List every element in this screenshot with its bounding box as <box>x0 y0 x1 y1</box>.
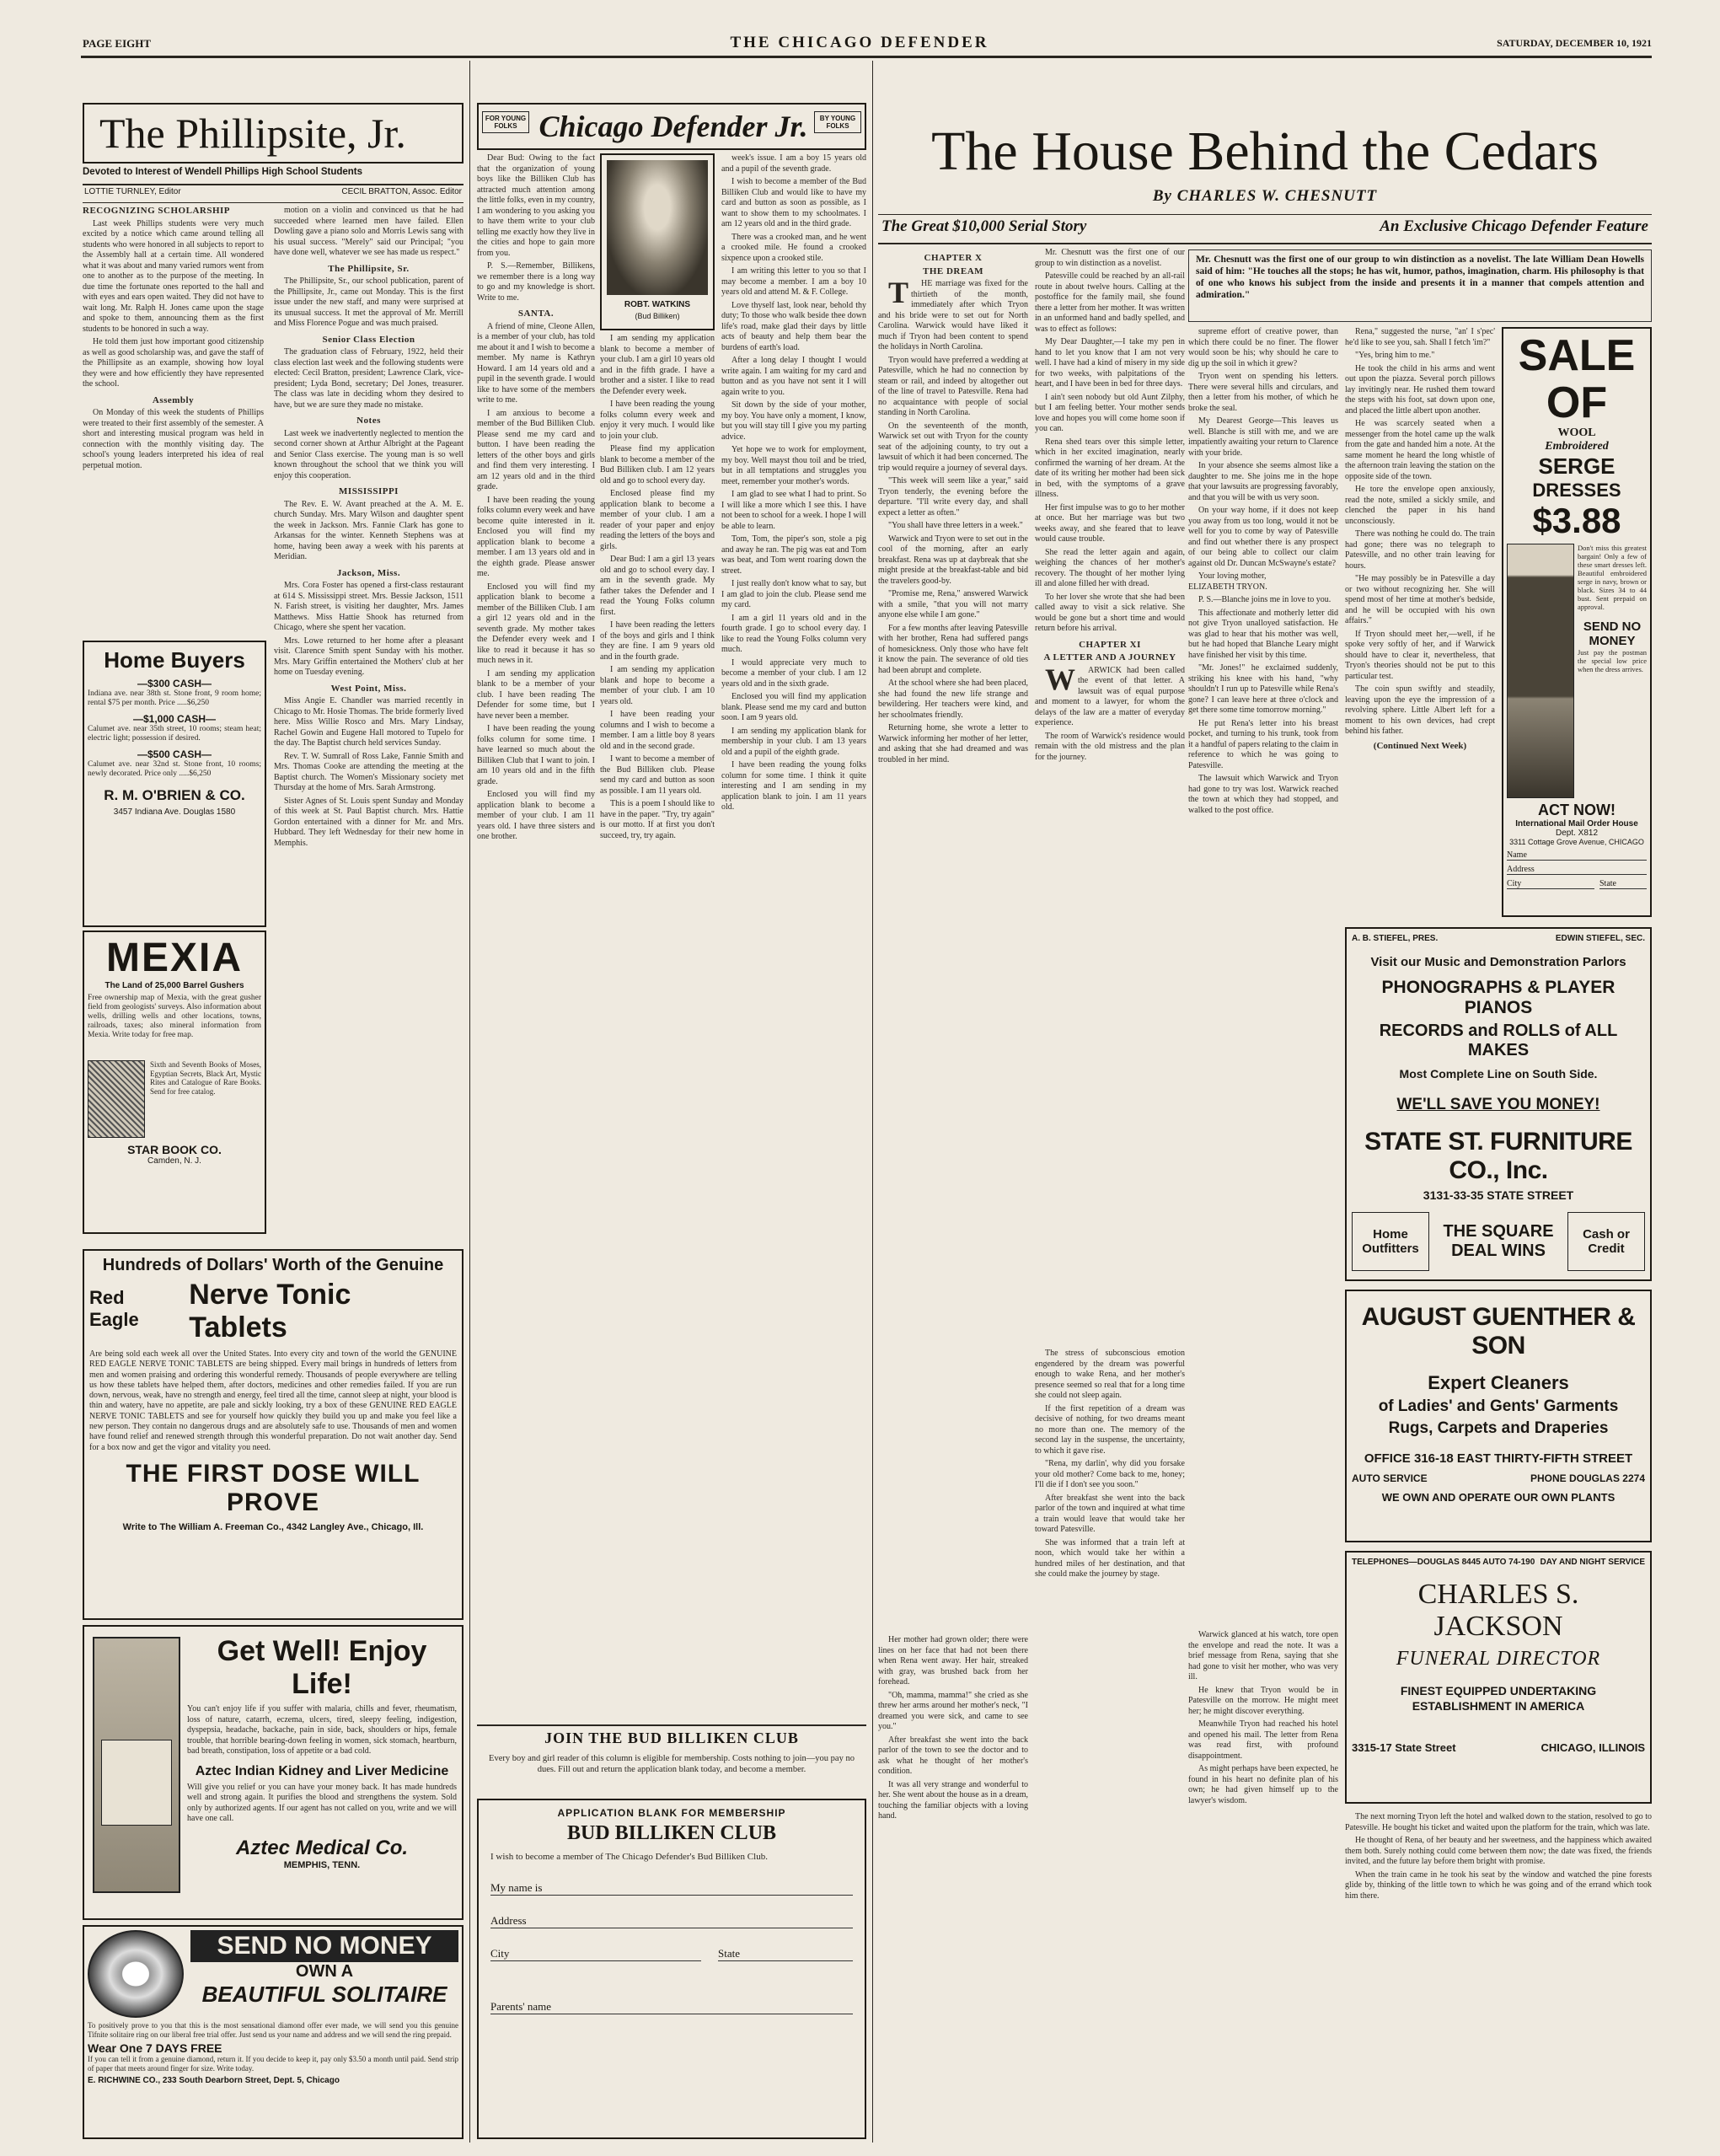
red-eagle-brand: Red Eagle <box>89 1287 139 1330</box>
nerve-tonic-ad: Hundreds of Dollars' Worth of the Genuine Red Eagle Nerve Tonic Tablets Are being sold each week all over the United States. Into every city and town of the world the GENUINE RED EAGLE NERVE TONIC TABLETS are being shipped. Every mail brings in hundreds of letters from men and women praising and ordering this wonderful remedy. Thousands of people everywhere are telling us how these tablets have helped them, after doctors, medicines and other remedies failed. If you are run down, nervous, weak, have no strength and energy, feel tired all the time, cannot sleep at night, your blood is thin and watery, have no appetite, are pale and sickly looking, try a box of these GENUINE RED EAGLE NERVE TONIC TABLETS and see for yourself how quickly they build you up and make you feel like a new person. They contain no dangerous drugs and are absolutely safe to use. Thousands of men and women have found relief and renewed strength through this wonderful preparation. Do not wait another day. Send for a box now and get the vigor and vitality you need. THE FIRST DOSE WILL PROVE Write to The William A. Freeman Co., 4342 Langley Ave., Chicago, Ill. <box>83 1249 463 1620</box>
name-label: My name is <box>490 1880 543 1894</box>
address-field[interactable] <box>490 1909 853 1928</box>
mexia-title: MEXIA <box>105 936 243 980</box>
dress-figure-illustration <box>1507 544 1574 798</box>
obrien-address: 3457 Indiana Ave. Douglas 1580 <box>113 807 236 817</box>
story-byline: By CHARLES W. CHESNUTT <box>1152 187 1378 205</box>
story-column-3-lower: Warwick glanced at his watch, tore open the envelope and read the note. It was a brief message from Rena, saying that she had gone to visit her mother, who was very ill. He knew that Tryon would be in Patesville on the morrow. He might meet her; he might discover everything. Meanwhile Tryon had reached his hotel and opened his mail. The letter from Rena was read first, with profound disappointment. As might perhaps have been expected, he found in his heart no definite plan of his own; he had given himself up to the lawyer's wisdom. <box>1188 1630 1338 1805</box>
phillipsite-subtitle: Devoted to Interest of Wendell Phillips High School Students <box>83 167 363 177</box>
diamond-ring-illustration <box>88 1930 184 2018</box>
richwine-address: E. RICHWINE CO., 233 South Dearborn Street, Dept. 5, Chicago <box>88 2076 340 2085</box>
cash-300: —$300 CASH— <box>137 678 212 689</box>
book-illustration <box>88 1060 145 1138</box>
continued-next-week: (Continued Next Week) <box>1373 740 1467 751</box>
story-column-3: supreme effort of creative power, than which there could be no finer. The flower would soon be his; why should he care to dig up the soil in which it grew? Tryon went on spending his letters. There were several hills and circulars, and then a letter from his mother, of which he broke the seal. My Dearest George—This leaves us well. Blanche is still with me, and we are impatiently awaiting your return to Clarence with your bride. In your absence she seems almost like a daughter to me. She joins me in the hope that your lawsuits are progressing favorably, and that you will be with us very soon. On your way home, if it does not keep you away from us too long, would it not be well for you to come by way of Patesville and find out whether there is any prospect of our being able to collect our claim against old Dr. Duncan McSwayne's estate? Your loving mother, ELIZABETH TRYON. P. S.—Blanche joins me in love to you. This affectionate and motherly letter did not give Tryon unalloyed satisfaction. He was glad to hear that his mother was well, but he had hoped that Blanche Leary might have finished her visit by this time. "Mr. Jones!" he exclaimed suddenly, striking his knee with his hand, "why shouldn't I run up to Patesville while Rena's gone? I can leave here at three o'clock and get there some time tomorrow morning." He put Rena's letter into his breast pocket, and turning to his trunk, took from it a handful of papers relating to the claim in reference to which he was going to Patesville. The lawsuit which Warwick and Tryon had gone to try was lost. Warwick reached the town at which they had stopped, and walked to the post office. <box>1188 327 1338 815</box>
guenther-cleaners-ad <box>1345 1290 1652 1542</box>
editor-credit: LOTTIE TURNLEY, Editor <box>84 187 181 196</box>
sale-city-label: City <box>1507 879 1522 888</box>
expert-cleaners-line: Expert Cleaners <box>1428 1372 1569 1393</box>
furniture-company-name: STATE ST. FURNITURE CO., Inc. <box>1364 1128 1632 1184</box>
send-no-money-banner: SEND NO MONEY <box>190 1930 458 1962</box>
serial-tagline: The Great $10,000 Serial Story <box>881 217 1087 235</box>
parents-name-field[interactable] <box>490 1995 853 2014</box>
heading-jackson-miss: Jackson, Miss. <box>336 567 401 578</box>
city-label: City <box>490 1946 510 1960</box>
portrait-caption-alias: (Bud Billiken) <box>635 312 680 320</box>
finest-equipped-line: FINEST EQUIPPED UNDERTAKING <box>1400 1684 1597 1697</box>
aztec-medicine-name: Aztec Indian Kidney and Liver Medicine <box>195 1763 449 1778</box>
city-field[interactable] <box>490 1942 701 1961</box>
medicine-bottle-illustration <box>93 1637 180 1893</box>
heading-santa: SANTA. <box>517 308 555 319</box>
stiefel-president: A. B. STIEFEL, PRES. <box>1352 934 1439 943</box>
issue-date: SATURDAY, DECEMBER 10, 1921 <box>1497 37 1652 49</box>
story-column-4: Rena," suggested the nurse, "an' I s'pec' he'd like to see you, sah. Shall I fetch 'im?" "Yes, bring him to me." He took the child in his arms and went out upon the piazza. Several porch pillows lay invitingly near. He rushed them toward the steps with his foot, sat down upon one, and placed the little albert upon another. He was scarcely seated when a messenger from the hotel came up the walk from the gate and handed him a note. At the same moment he heard the long whistle of the afternoon train leaving the station on the opposite side of the town. He tore the envelope open anxiously, read the note, smiled a sickly smile, and clenched the paper in his hand unconsciously. There was nothing he could do. The train had gone; there was no telegraph to Patesville, and no other train leaving for hours. "He may possibly be in Patesville a day or two without recognizing her. She will spend most of her time at mother's bedside, and he will be occupied with his own affairs." If Tryon should meet her,—well, if he spoke very softly of her, and if Warwick should have to clear it, nevertheless, that Tryon's theories should not be put to this particular test. The coin spun swiftly and steadily, leaving upon the eye the impression of a revolving sphere. Little Albert left for a moment to his own devices, had crept behind his father. (Continued Next Week) <box>1345 327 1495 751</box>
music-parlors-line: Visit our Music and Demonstration Parlors <box>1370 955 1626 969</box>
cash-1000: —$1,000 CASH— <box>132 713 217 725</box>
dress-price: $3.88 <box>1532 501 1621 540</box>
freeman-address: Write to The William A. Freeman Co., 4342 Langley Ave., Chicago, Ill. <box>122 1521 424 1532</box>
obrien-company: R. M. O'BRIEN & CO. <box>104 787 245 803</box>
funeral-director-title: FUNERAL DIRECTOR <box>1396 1648 1601 1670</box>
jackson-funeral-ad <box>1345 1551 1652 1804</box>
phillipsite-banner <box>83 103 463 164</box>
defender-jr-banner <box>477 103 866 150</box>
jackson-street: 3315-17 State Street <box>1352 1741 1456 1754</box>
billiken-column-1: Dear Bud: Owing to the fact that the organization of young boys like the Billiken Club has attracted much attention among the little folks, even in my country, I am wondering to you asking you to have them write to your club telling me exactly how they live in the cities and hope to gain more from you. P. S.—Remember, Billikens, we remember there is a long way to go and my knowledge is short. Write to me. SANTA. A friend of mine, Cleone Allen, is a member of your club, has told me about it and I wish to become a member. My name is Kathryn Howard. I am 14 years old and a pupil in the seventh grade. I would like to have some of the members write to me. I am anxious to become a member of the Bud Billiken Club. Please send me my card and button. I have been reading the letters of the other boys and girls and find them very interesting. I am 12 years old and in the third grade. I have been reading the young folks column every week and have become quite interested in it. Enclosed you will find my application blank to become a member. I am 13 years old and in the eighth grade. Please answer me. Enclosed you will find my application blank to become a member of the Billiken Club. I am a girl 12 years old and in the seventh grade. My mother takes the Defender every week and I like to read it because it has so much news in it. I am sending my application blank to be a member of your club. I have been reading The Defender for some time, but I have never been a member. I have been reading the young folks column for some time. I have learned so much about the Billiken Club that I want to join. I am 10 years old and in the fifth grade. Enclosed you will find my application blank to become a member of your club. I am 11 years old. I have three sisters and one brother. <box>477 153 595 841</box>
heading-west-point: West Point, Miss. <box>330 683 407 694</box>
first-dose-line: THE FIRST DOSE WILL PROVE <box>126 1459 421 1516</box>
nerve-product-name: Nerve Tonic Tablets <box>189 1279 351 1343</box>
heading-senior-class-election: Senior Class Election <box>322 334 415 345</box>
chapter-x-heading: CHAPTER X <box>924 253 983 263</box>
state-field[interactable] <box>718 1942 853 1961</box>
story-title: The House Behind the Cedars <box>931 121 1599 182</box>
assoc-editor-credit: CECIL BRATTON, Assoc. Editor <box>341 187 462 196</box>
story-column-2-lower: The stress of subconscious emotion engendered by the dream was powerful enough to wake Rena, and her mother's presence seemed so real that for a long time she could not sleep again. If the first repetition of a dream was decisive of nothing, for two dreams meant no more than one. The memory of the second lay in the suspense, the uncertainty, to which it gave rise. "Rena, my darlin', why did you forsake your old mother? Come back to me, honey; I'll die if I don't see you soon." After breakfast she went into the back parlor of the town and inquired at what time a train would leave that would take her toward Patesville. She was informed that a train left at noon, which would take her within a hundred miles of her destination, and that she could make the journey by stage. <box>1035 1349 1185 1579</box>
jackson-city: CHICAGO, ILLINOIS <box>1540 1741 1645 1754</box>
heading-recognizing-scholarship: RECOGNIZING SCHOLARSHIP <box>83 206 231 216</box>
act-now-text: ACT NOW! <box>1538 802 1616 818</box>
exclusive-tagline: An Exclusive Chicago Defender Feature <box>1380 217 1648 235</box>
story-column-1-lower: Her mother had grown older; there were lines on her face that had not been there when Rena went away. Her hair, streaked with gray, was brushed back from her forehead. "Oh, mamma, mamma!" she cried as she threw her arms around her mother's neck, "I dreamed you were sick, and came to see you." After breakfast she went into the back parlor of the town to see the doctor and to ask what he thought of her mother's condition. It was all very strange and wonderful to her. She went about the house as in a dream, touching the familiar objects with a loving hand. <box>878 1635 1028 1821</box>
story-column-1: CHAPTER X THE DREAM T HE marriage was fixed for the thirtieth of the month, immediately after which Tryon and his bride were to set out for North Carolina. Warwick would have liked it much if Tryon had been content to spend the holidays in North Carolina. Tryon would have preferred a wedding at Patesville, which he had no connection by steam or rail, and indeed by altogether out of the line of travel to Patesville. Rena had no acquaintance with people of social standing in North Carolina. On the seventeenth of the month, Warwick set out with Tryon for the county seat of the adjoining county, to try out a lawsuit of which it had been concerned. The trip would require a journey of several days. "This week will seem like a year," said Tryon tenderly, the evening before the departure. "I'll write every day, and shall expect a letter as often." "You shall have three letters in a week." Warwick and Tryon were to set out in the cool of the morning, after an early breakfast. Rena was up at daybreak that she might preside at the breakfast-table and bid the travelers good-by. "Promise me, Rena," answered Warwick with a smile, "that you will not marry anyone else while I am gone." For a few months after leaving Patesville with her brother, Rena had suffered pangs of homesickness. Only those who have felt it know the pain. The severance of old ties had been abrupt and complete. At the school where she had been placed, she had found the new life strange and bewildering. Her teachers were kind, and her schoolmates friendly. Returning home, she wrote a letter to Warwick informing her mother of her letter, and asking that she had dreamed and was troubled in her mind. <box>878 253 1028 764</box>
sale-of-title: SALE OF <box>1518 331 1636 427</box>
chesnutt-quote-box: Mr. Chesnutt was the first one of our group to win distinction as a novelist. The late William Dean Howells said of him: "He touches all the stops; he has wit, humor, pathos, imagination, charm. His philosophy is that of one who knows his subject from the inside and presents it in a manner that compels attention and admiration." <box>1188 249 1652 322</box>
home-buyers-title: Home Buyers <box>104 647 245 673</box>
mail-order-house: International Mail Order House <box>1515 819 1638 829</box>
serge-label: SERGE <box>1538 453 1616 479</box>
nerve-top-line: Hundreds of Dollars' Worth of the Genuine <box>102 1256 444 1274</box>
complete-line-text: Most Complete Line on South Side. <box>1399 1067 1598 1081</box>
state-label: State <box>718 1946 740 1960</box>
own-a-text: OWN A <box>295 1962 354 1981</box>
sale-address-field[interactable] <box>1507 861 1647 875</box>
name-field[interactable] <box>490 1876 853 1896</box>
jackson-name: CHARLES S. JACKSON <box>1417 1579 1579 1642</box>
beautiful-solitaire-text: BEAUTIFUL SOLITAIRE <box>201 1982 447 2007</box>
star-book-co: STAR BOOK CO. <box>127 1143 222 1156</box>
save-money-slogan: WE'LL SAVE YOU MONEY! <box>1396 1096 1600 1113</box>
chapter-x-subtitle: THE DREAM <box>922 265 984 276</box>
story-column-2: Mr. Chesnutt was the first one of our group to win distinction as a novelist. Patesville could be reached by an all-rail route in about twelve hours. Calling at the postoffice for the family mail, she found there a letter from her mother. It was written in an unformed hand and badly spelled, and was to effect as follows: My Dear Daughter,—I take my pen in hand to let you know that I am not very well. I have had a kind of misery in my side for two weeks, with palpitations of the heart, and I have been in bed for three days. I ain't seen nobody but old Aunt Zilphy, but I am feeling better. Your mother sends love and hopes you will come home soon if you can. Rena shed tears over this simple letter, which in her excited imagination, nearly confirmed the warning of her dream. At the date of its writing her mother had been sick in bed, with the symptoms of a grave illness. Her first impulse was to go to her mother at once. But her marriage was but two weeks away, and she feared that to leave would cause trouble. She read the letter again and again, weighing the chances of her mother's recovery. The thought of her mother lying ill and alone filled her with dread. To her lover she wrote that she had been called away to visit a sick relative. She would be gone but a short time and would return before his arrival. CHAPTER XI A LETTER AND A JOURNEY W ARWICK had been called the event of that letter. A lawsuit was of equal purpose and moment to a lawyer, for whom the delays of the law are a matter of everyday experience. The room of Warwick's residence would remain with the old mistress and the plan for the journey. <box>1035 248 1185 762</box>
state-st-furniture-ad <box>1345 927 1652 1281</box>
wear-seven-days-text: Wear One 7 DAYS FREE <box>88 2041 222 2055</box>
establishment-line: ESTABLISHMENT IN AMERICA <box>1412 1699 1585 1713</box>
billiken-portrait-frame <box>600 153 715 330</box>
mail-order-street: 3311 Cottage Grove Avenue, CHICAGO <box>1509 838 1644 846</box>
robert-watkins-photo <box>607 160 708 295</box>
heading-mississippi: MISSISSIPPI <box>339 486 399 496</box>
solitaire-ad: SEND NO MONEY OWN A BEAUTIFUL SOLITAIRE To positively prove to you that this is the most sensational diamond offer ever made, we will send you this genuine Tifnite solitaire ring on our liberal free trial offer. Just send us your name and address and we will send the ring prepaid. Wear One 7 DAYS FREE If you can tell it from a genuine diamond, return it. If you decide to keep it, pay only $3.50 a month until paid. Send strip of paper that meets around finger for size. Write today. E. RICHWINE CO., 233 South Dearborn Street, Dept. 5, Chicago <box>83 1925 463 2139</box>
chapter-xi-heading: CHAPTER XI <box>1079 639 1141 650</box>
guenther-title: AUGUST GUENTHER & SON <box>1361 1303 1636 1360</box>
auto-service-text: AUTO SERVICE <box>1352 1472 1428 1484</box>
sale-address-label: Address <box>1507 865 1535 874</box>
address-label: Address <box>490 1913 527 1927</box>
for-young-folks-label: FOR YOUNG FOLKS <box>482 111 529 133</box>
furniture-address: 3131-33-35 STATE STREET <box>1423 1188 1574 1202</box>
parents-label: Parents' name <box>490 1999 552 2013</box>
jackson-day-night: DAY AND NIGHT SERVICE <box>1540 1558 1645 1567</box>
home-buyers-ad: Home Buyers —$300 CASH— Indiana ave. near 38th st. Stone front, 9 room home; rental $75 per month. Price .....$6,250 —$1,000 CASH— Calumet ave. near 35th street, 10 rooms; steam heat; electric light; possession if desired. —$500 CASH— Calumet ave. near 32nd st. Stone front, 10 rooms; newly decorated. Price only .....$6,250 R. M. O'BRIEN & CO. 3457 Indiana Ave. Douglas 1580 <box>83 641 266 927</box>
defender-jr-title: Chicago Defender Jr. <box>539 110 808 143</box>
sale-city-field[interactable] <box>1507 875 1594 889</box>
phillipsite-column-2: motion on a violin and convinced us that he had succeeded where learned men have failed. Ellen Dowling gave a piano solo and Morris Lewis sang with his usual success. "Merely" said our Principal; "you have done well, whatever we see has made us respect." The Phillipsite, Sr. The Phillipsite, Sr., our school publication, parent of the Phillipsite, Jr., came out Monday. This is the first issue under the new staff, and many were surprised at its unusual success. It met the approval of Mr. Merrill and Miss Florence Pogue and was much praised. Senior Class Election The graduation class of February, 1922, held their class election last week and the following students were elected: Cecil Bratton, president; Lawrence Clark, vice-president; Lyda Bond, secretary; Del Jones, treasurer. The class was late in deciding whom they desired to have, but we are sure they made no mistake. Notes Last week we inadvertently neglected to mention the second corner shown at Arthur Albright at the Pageant and Senior Class exercise. The young man is so well known throughout the school that we think you will enjoy this cooperation. MISSISSIPPI The Rev. E. W. Avant preached at the A. M. E. church Sunday. Mrs. Mary Wilson and daughter spent the week in Jackson. Mrs. Fannie Clark has gone to Arkansas for the winter. Kenneth Stephens was at home, having been away a week with his parents at Meridian. Jackson, Miss. Mrs. Cora Foster has opened a first-class restaurant at 614 S. Mississippi street. Mrs. Bessie Jackson, 1511 N. Farish street, is visiting her daughter, Mrs. James Matthews. Miss Hattie Shook has returned from Chicago, where she spent her vacation. Mrs. Lowe returned to her home after a pleasant visit. Clarence Smith spent Sunday with his mother. Mrs. Mary Griffin entertained the Mothers' club at her home on Tuesday evening. West Point, Miss. Miss Angie E. Chandler was married recently in Chicago to Mr. Hosie Thomas. The bride formerly lived here. Miss Willie Rosco and Mrs. Mary Lindsay, Rachel Gowin and Eugene Hall motored to Tupelo for the day. The Baptist church held services Sunday. Rev. T. W. Sumrall of Ross Lake, Fannie Smith and Mrs. Thomas Cooke are attending the meeting at the Baptist church. The Women's Missionary society met Thursday at the home of Mrs. Sarah Armstrong. Sister Agnes of St. Louis spent Sunday and Monday of this week at St. Paul Baptist church. Mrs. Hattie Gordon entertained with a dinner for Mr. and Mrs. Hubbard. They left Wednesday for their new home in Memphis. <box>274 206 463 848</box>
by-young-folks-label: BY YOUNG FOLKS <box>814 111 861 133</box>
mail-order-dept: Dept. X812 <box>1555 829 1599 838</box>
billiken-column-2: I am sending my application blank to become a member of your club. I am a girl 10 years old and in the fifth grade. I have a brother and a sister. I like to read the Defender every week. I have been reading the young folks column every week and enjoy it very much. I would like to join your club. Please find my application blank to become a member of the Bud Billiken club. I am 12 years old and go to school every day. Enclosed please find my application blank to become a member of your club. I am a reader of your paper and enjoy reading the letters of the boys and girls. Dear Bud: I am a girl 13 years old and go to school every day. I am in the seventh grade. My father takes the Defender and I read the Young Folks column first. I have been reading the letters of the boys and girls and I think they are fine. I am 9 years old and in the fourth grade. I am sending my application blank and hope to become a member of your club. I am 10 years old. I have been reading your columns and I wish to become a member. I am a little boy 8 years old and in the second grade. I want to become a member of the Bud Billiken club. Please send my card and button as soon as possible. I am 11 years old. This is a poem I should like to have in the paper. "Try, try again" is our motto. If at first you don't succeed, try, try again. <box>600 334 715 840</box>
records-rolls-line: RECORDS and ROLLS of ALL MAKES <box>1379 1022 1618 1059</box>
chapter-xi-subtitle: A LETTER AND A JOURNEY <box>1043 652 1176 662</box>
application-blank <box>477 1799 866 2139</box>
heading-phillipsite-sr: The Phillipsite, Sr. <box>328 263 410 274</box>
mexia-ad: MEXIA The Land of 25,000 Barrel Gushers Free ownership map of Mexia, with the great gusher field from geologists' surveys. Also information about wells, drilling wells and other locations, towns, railroads, taxes; also mineral information from Mexia. Write today for free map. Sixth and Seventh Books of Moses, Egyptian Secrets, Black Art, Mystic Rites and Catalogue of Rare Books. Send for free catalog. STAR BOOK CO. Camden, N. J. <box>83 931 266 1234</box>
application-title: APPLICATION BLANK FOR MEMBERSHIP <box>557 1807 786 1819</box>
guenther-phone: PHONE DOUGLAS 2274 <box>1530 1472 1645 1484</box>
application-wish-text: I wish to become a member of The Chicago Defender's Bud Billiken Club. <box>490 1852 768 1862</box>
aztec-company: Aztec Medical Co. <box>235 1836 409 1859</box>
phillipsite-column-1: RECOGNIZING SCHOLARSHIP Last week Phillips students were very much excited by a notice which came around telling all students who were honored in all subjects to report to the Assembly hall at a certain time. All wondered what it was about and many varied rumors went from one to another as to the purpose of the meeting. In due time the fortunate ones reported to the hall and with eyes and ears open waited. They did not have to wait long. Mr. Ralph H. Jones came upon the stage and spoke to them, announcing them as the first students to be honored in such a way. He told them just how important good citizenship as well as good scholarship was, and gave the staff of the Phillipsite as an example, showing how loyal they were and how efficiently they have represented the school. Assembly On Monday of this week the students of Phillips were treated to their first assembly of the semester. A short and interesting musical program was held in connection with the monthly visiting day. The school's young leaders interpreted his idea of real perpetual motion. <box>83 206 264 470</box>
garments-line: of Ladies' and Gents' Garments <box>1378 1397 1619 1415</box>
phillipsite-title: The Phillipsite, Jr. <box>99 110 406 157</box>
heading-assembly: Assembly <box>152 394 195 405</box>
stiefel-secretary: EDWIN STIEFEL, SEC. <box>1555 934 1645 943</box>
star-book-address: Camden, N. J. <box>147 1156 201 1166</box>
aztec-city: MEMPHIS, TENN. <box>283 1859 361 1870</box>
cash-500: —$500 CASH— <box>137 748 212 760</box>
heading-notes: Notes <box>356 416 381 426</box>
bud-billiken-club-title: BUD BILLIKEN CLUB <box>566 1822 777 1844</box>
get-well-title: Get Well! Enjoy Life! <box>217 1635 427 1700</box>
sale-name-field[interactable] <box>1507 846 1647 861</box>
phonographs-line: PHONOGRAPHS & PLAYER PIANOS <box>1381 978 1616 1017</box>
wool-label: WOOL <box>1557 426 1596 439</box>
embroidered-label: Embroidered <box>1545 440 1609 453</box>
rugs-line: Rugs, Carpets and Draperies <box>1388 1419 1609 1437</box>
serge-dress-sale-ad: SALE OF WOOL Embroidered SERGE DRESSES $3.88 Don't miss this greatest bargain! Only a few of these smart dresses left. Beautiful embroidered serge in navy, brown or black. Sizes 34 to 44 bust. Sent prepaid on approval. SEND NO MONEY Just pay the postman the special low price when the dress arrives. ACT NOW! International Mail Order House Dept. X812 3311 Cottage Grove Avenue, CHICAGO Name Address City State <box>1502 327 1652 917</box>
mexia-tagline: The Land of 25,000 Barrel Gushers <box>104 981 244 990</box>
dresses-label: DRESSES <box>1532 480 1621 501</box>
billiken-column-3: week's issue. I am a boy 15 years old and a pupil of the seventh grade. I wish to become a member of the Bud Billiken Club and would like to have my card and button as soon as possible, as I want to show them to my schoolmates. I am 12 years old and in the third grade. There was a crooked man, and he went a crooked mile. He found a crooked sixpence upon a crooked stile. I am writing this letter to you so that I may become a member. I am a boy 10 years old and attend M. & F. College. Love thyself last, look near, behold thy duty; To those who walk beside thee down life's road, make glad their days by little acts of beauty and help them bear the burdens of earth's load. After a long delay I thought I would write again. I am waiting for my card and button and as you have not sent it I will again write to you. Sit down by the side of your mother, my boy. You have only a moment, I know, but you will stay till I give you my parting advice. Yet hope we to work for employment, my boy. Well mayst thou toil and be tried, but in all temptations and struggles you meet, remember your mother's words. I am glad to see what I had to print. So I will like a more which I see this. I have not been to school for a week. I hope I will be able to learn. Tom, Tom, the piper's son, stole a pig and away he ran. The pig was eat and Tom was beat, and Tom went roaring down the street. I just really don't know what to say, but I am glad to join the club. Please send me my card. I am a girl 11 years old and in the fourth grade. I go to school every day. I like to read the Young Folks column very much. I would appreciate very much to become a member of your club. I am 12 years old and in the sixth grade. Enclosed you will find my application blank. Please send me my card and button soon. I am 9 years old. I am sending my application blank for membership in your club. I am 13 years old and a pupil of the eighth grade. I have been reading the young folks column for some time. I think it quite interesting and I am sending in my application blank to join. I am 11 years old. <box>721 153 866 812</box>
sale-state-label: State <box>1599 879 1616 888</box>
aztec-ad: Get Well! Enjoy Life! You can't enjoy life if you suffer with malaria, chills and fever, rheumatism, loss of nature, catarrh, eczema, ulcers, tired, sleepy feeling, indigestion, dyspepsia, headache, backache, pain in side, back, shoulders or hips, female trouble, that horrible bearing-down feeling in women, sick stomach, heartburn, bad breath, constipation, loss of appetite or a bad cold. Aztec Indian Kidney and Liver Medicine Will give you relief or you can have your money back. It has made hundreds well and strong again. It purifies the blood and strengthens the system. Sold only by authorized agents. If our agent has not called on you, write and we will have one call. Aztec Medical Co. MEMPHIS, TENN. <box>83 1625 463 1920</box>
office-address: OFFICE 316-18 EAST THIRTY-FIFTH STREET <box>1364 1451 1633 1466</box>
cash-or-credit-box: Cash or Credit <box>1567 1212 1645 1271</box>
portrait-caption-name: ROBT. WATKINS <box>624 300 691 309</box>
join-club-text: Every boy and girl reader of this column is eligible for membership. Costs nothing to join—you pay no dues. Fill out and return the application blank today, and become a member. <box>489 1754 855 1774</box>
jackson-telephones: TELEPHONES—DOUGLAS 8445 AUTO 74-190 <box>1352 1558 1535 1567</box>
story-column-4-lower: The next morning Tryon left the hotel and walked down to the station, resolved to go to Patesville. He bought his ticket and waited upon the platform for the train, which was late. He thought of Rena, of her beauty and her sweetness, and the happiness which awaited them both. Surely nothing could come between them now; the date was fixed, the friends invited, and the future lay before them bright with promise. When the train came in he took his seat by the window and watched the pine forests glide by, thinking of the little town to which he was going and of the errand which took him there. <box>1345 1812 1652 1901</box>
newspaper-name: THE CHICAGO DEFENDER <box>730 34 989 51</box>
send-no-money-text: SEND NO MONEY <box>1583 619 1642 648</box>
home-outfitters-box: Home Outfitters <box>1352 1212 1429 1271</box>
top-edge-mark <box>0 0 1720 25</box>
square-deal-slogan: THE SQUARE DEAL WINS <box>1443 1222 1554 1260</box>
join-club-heading: JOIN THE BUD BILLIKEN CLUB <box>544 1730 799 1746</box>
page-number: PAGE EIGHT <box>83 37 152 50</box>
sale-state-field[interactable] <box>1599 875 1647 889</box>
own-plants-text: WE OWN AND OPERATE OUR OWN PLANTS <box>1381 1491 1616 1504</box>
sale-name-label: Name <box>1507 850 1527 860</box>
